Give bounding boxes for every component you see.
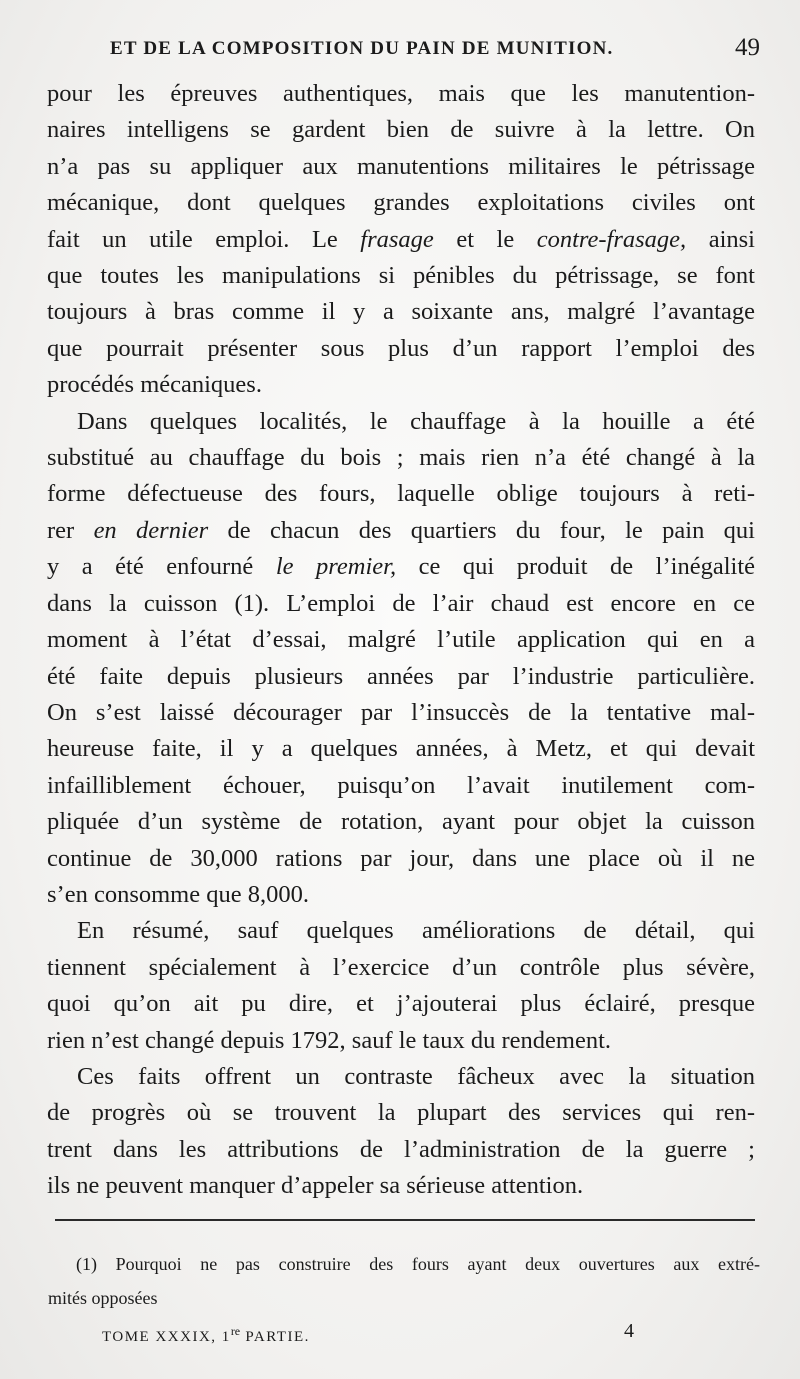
text-line: quoi qu’on ait pu dire, et j’ajouterai plus éclairé, presque xyxy=(47,990,755,1018)
italic-term: le premier, xyxy=(275,553,397,581)
text-line: que toutes les manipulations si pénibles du pétrissage, se font xyxy=(47,262,755,290)
italic-term: en dernier xyxy=(93,516,209,544)
signature-line xyxy=(102,1318,662,1348)
text-line: dans la cuisson (1). L’emploi de l’air chaud est encore en ce xyxy=(47,589,755,617)
text-line: y a été enfourné le premier, ce qui produit de l’inégalité xyxy=(47,553,755,581)
text-line: Dans quelques localités, le chauffage à la houille a été xyxy=(77,407,755,435)
text-line: En résumé, sauf quelques améliorations de détail, qui xyxy=(77,917,755,945)
paragraph xyxy=(47,913,755,1059)
text-line: été faite depuis plusieurs années par l’industrie particulière. xyxy=(47,662,755,690)
text-line: moment à l’état d’essai, malgré l’utile application qui en a xyxy=(47,626,755,654)
text-line: rer en dernier de chacun des quartiers du four, le pain qui xyxy=(47,516,755,544)
footnote-line: mités opposées xyxy=(48,1288,158,1308)
text-line: forme défectueuse des fours, laquelle oblige toujours à reti- xyxy=(47,480,755,508)
text-line: toujours à bras comme il y a soixante ans, malgré l’avantage xyxy=(47,298,755,326)
page-number: 49 xyxy=(735,34,760,61)
text-line: tiennent spécialement à l’exercice d’un contrôle plus sévère, xyxy=(47,953,755,981)
text-line: naires intelligens se gardent bien de suivre à la lettre. On xyxy=(47,116,755,144)
text-line: de progrès où se trouvent la plupart des services qui ren- xyxy=(47,1099,755,1127)
text-line: ils ne peuvent manquer d’appeler sa sérieuse attention. xyxy=(47,1172,584,1200)
text-line: n’a pas su appliquer aux manutentions militaires le pétrissage xyxy=(47,152,755,180)
signature-mark: TOME XXXIX, 1re PARTIE. xyxy=(102,1324,310,1345)
footnote-rule xyxy=(55,1219,755,1221)
text-line: Ces faits offrent un contraste fâcheux avec la situation xyxy=(77,1062,755,1090)
paragraph xyxy=(47,1059,755,1205)
text-line: mécanique, dont quelques grandes exploitations civiles ont xyxy=(47,189,755,217)
signature-number: 4 xyxy=(624,1320,634,1342)
text-line: heureuse faite, il y a quelques années, à Metz, et qui devait xyxy=(47,735,755,763)
paragraph xyxy=(47,76,755,404)
text-line: procédés mécaniques. xyxy=(47,371,262,399)
footnote-line: (1) Pourquoi ne pas construire des fours ayant deux ouvertures aux extré- xyxy=(76,1254,760,1274)
text-line: pliquée d’un système de rotation, ayant pour objet la cuisson xyxy=(47,808,755,836)
running-head xyxy=(110,34,760,64)
text-line: rien n’est changé depuis 1792, sauf le taux du rendement. xyxy=(47,1026,612,1054)
running-title: ET DE LA COMPOSITION DU PAIN DE MUNITION. xyxy=(110,38,614,59)
text-line: fait un utile emploi. Le frasage et le contre-frasage, ainsi xyxy=(47,225,755,253)
text-line: On s’est laissé décourager par l’insuccès de la tentative mal- xyxy=(47,698,755,726)
text-line: trent dans les attributions de l’administration de la guerre ; xyxy=(47,1135,755,1163)
body-text xyxy=(47,76,755,1205)
paragraph xyxy=(47,404,755,914)
text-line: pour les épreuves authentiques, mais que les manutention- xyxy=(47,80,755,107)
italic-term: contre-frasage, xyxy=(536,225,687,253)
italic-term: frasage xyxy=(360,225,434,253)
text-line: s’en consomme que 8,000. xyxy=(47,880,309,908)
text-line: substitué au chauffage du bois ; mais rien n’a été changé à la xyxy=(47,444,755,472)
text-line: que pourrait présenter sous plus d’un rapport l’emploi des xyxy=(47,334,755,362)
text-line: infailliblement échouer, puisqu’on l’avait inutilement com- xyxy=(47,771,755,799)
text-line: continue de 30,000 rations par jour, dans une place où il ne xyxy=(47,844,755,872)
footnote xyxy=(48,1247,760,1315)
